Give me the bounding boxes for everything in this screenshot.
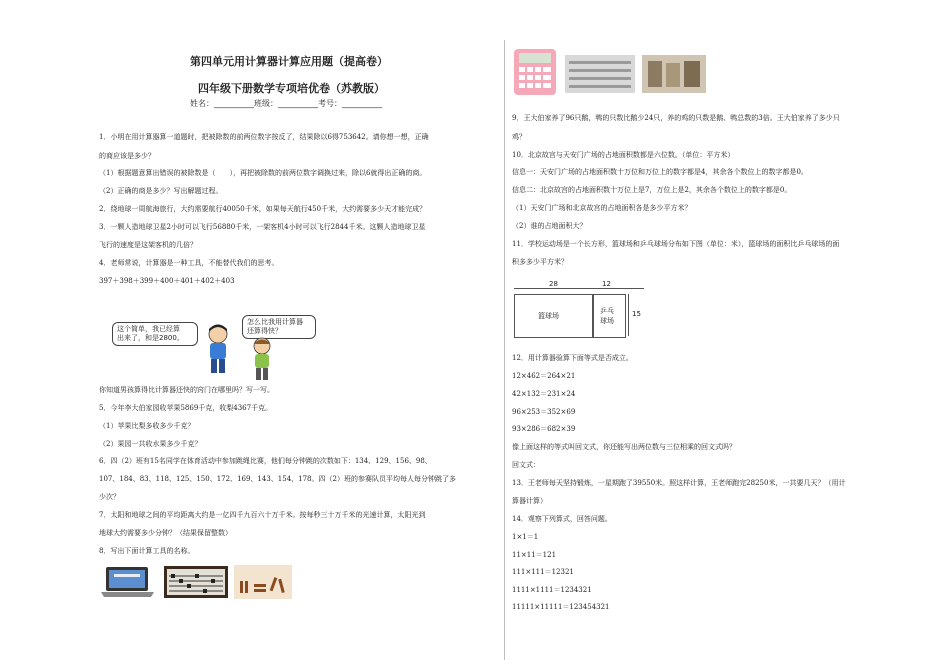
question-13-cont: 算器计算） [512,497,547,505]
question-12-answer: 回文式： [512,461,540,469]
question-6: 6．四（2）班有15名同学在体育活动中参加跳绳比赛，他们每分钟跳的次数如下：134、129、156、98、 [99,457,432,465]
question-5: 5．今年李大伯家园收苹果5869千克，收梨4367千克。 [99,404,273,412]
bubble-girl-line2: 出来了，和是2800。 [117,334,184,342]
pingpong-label-2: 球场 [600,317,614,325]
question-1: 1．小明在用计算器算一道题时，把被除数的前两位数字按反了，结果除以6得753642。请你想一想，正确 [99,133,429,141]
bubble-boy-line1: 怎么比我用计算器 [247,318,303,326]
question-3-cont: 飞行的速度是这架客机的几倍？ [99,241,197,249]
question-4-expression: 397＋398＋399＋400＋401＋402＋403 [99,277,235,285]
question-12: 12．用计算器验算下面等式是否成立。 [512,354,633,362]
question-10: 10．北京故宫与天安门广场的占地面积数都是六位数。（单位：平方米） [512,151,735,159]
height-label: 15 [632,310,641,318]
girl-figure [242,334,282,384]
question-1-part1: （1）根据题意算出错误的被除数是（ ），再把被除数的前两位数字调换过来，除以6就得出正确的商。 [99,169,427,177]
calculator-image [513,48,557,96]
counting-rods-image [234,565,292,599]
question-7: 7．太阳和地球之间的平均距离大约是一亿四千九百六十万千米。按每秒三十万千米的光速计算，太阳光到 [99,511,426,519]
student-info-line: 姓名：__________班级：__________考号：__________ [190,99,382,108]
width-basketball-label: 28 [549,280,558,288]
width-pingpong-label: 12 [602,280,611,288]
boy-figure [200,320,240,380]
question-10-info2: 信息二：北京故宫的占地面积数十万位上是7，万位上是2，其余各个数位上的数字都是0。 [512,186,792,194]
boy-girl-illustration [112,318,303,378]
equation-2: 42×132＝231×24 [512,390,576,398]
page-subtitle: 四年级下册数学专项培优卷（苏教版） [198,82,385,95]
question-4-ask: 你知道男孩算得比计算器还快的窍门在哪里吗？写一写。 [99,386,274,394]
question-13: 13．王老师每天坚持锻炼，一星期跑了39550米。照这样计算，王老师跑完28250米，一共要几天？（用计 [512,479,846,487]
pattern-1: 1×1＝1 [512,533,539,541]
pattern-3: 111×111＝12321 [512,568,574,576]
question-10-part1: （1）天安门广场和北京故宫的占地面积各是多少平方米？ [512,204,692,212]
question-6-cont2: 少次？ [99,493,120,501]
basketball-label: 篮球场 [538,312,559,320]
abacus-photo [565,55,635,93]
court-diagram [514,280,644,342]
museum-photo [642,55,706,93]
question-9: 9．王大伯家养了96只鹅，鸭的只数比鹅少24只，养的鸡的只数是鹅、鸭总数的3倍。王大伯家养了多少只 [512,114,840,122]
speech-bubble-girl [112,322,198,346]
question-11: 11．学校运动场是一个长方形，篮球场和乒乓球场分布如下图（单位：米），篮球场的面积比乒乓球场的面 [512,240,840,248]
question-14: 14．观察下列算式，回答问题。 [512,515,612,523]
question-4: 4．老师常说，计算器是一种工具，不能替代我们的思考。 [99,259,279,267]
equation-3: 96×253＝352×69 [512,408,576,416]
question-6-cont: 107、184、83、118、125、150、172、169、143、154、178。四（2）班的参赛队员平均每人每分钟跳了多 [99,475,456,483]
question-10-info1: 信息一：天安门广场的占地面积数十万位和万位上的数字都是4，其余各个数位上的数字都是0。 [512,168,808,176]
question-1-cont: 的商应该是多少？ [99,152,155,160]
question-10-part2: （2）谁的占地面积大？ [512,222,587,230]
equation-4: 93×286＝682×39 [512,425,576,433]
page-title: 第四单元用计算器计算应用题（提高卷） [190,55,388,68]
pattern-4: 1111×1111＝1234321 [512,586,592,594]
question-7-cont: 地球大约需要多少分钟？（结果保留整数） [99,529,232,537]
question-3: 3．一颗人造地球卫星2小时可以飞行56880千米，一架客机4小时可以飞行2844千米。这颗人造地球卫星 [99,223,426,231]
equation-1: 12×462＝264×21 [512,372,576,380]
question-9-cont: 鸡？ [512,133,526,141]
question-2: 2．绕地球一周航海旅行，大约需要航行40050千米，如果每天航行450千米，大约需要多少天才能完成？ [99,205,427,213]
question-1-part2: （2）正确的商是多少？写出解题过程。 [99,187,223,195]
question-12-ask: 像上面这样的等式叫回文式，你还能写出两位数与三位相乘的回文式吗？ [512,443,736,451]
column-divider [504,40,505,660]
bubble-boy-line2: 还算得快？ [247,327,282,335]
laptop-image [100,565,155,599]
abacus-image [163,565,229,599]
question-11-cont: 积多多少平方米？ [512,258,568,266]
pattern-2: 11×11＝121 [512,551,557,559]
question-5-part2: （2）果园一共收水果多少千克？ [99,440,202,448]
bubble-girl-line1: 这个简单，我已经算 [117,325,180,333]
pattern-5: 11111×11111＝123454321 [512,603,610,611]
question-5-part1: （1）苹果比梨多收多少千克？ [99,422,195,430]
pingpong-label-1: 乒乓 [600,307,614,315]
question-8: 8．写出下面计算工具的名称。 [99,547,195,555]
